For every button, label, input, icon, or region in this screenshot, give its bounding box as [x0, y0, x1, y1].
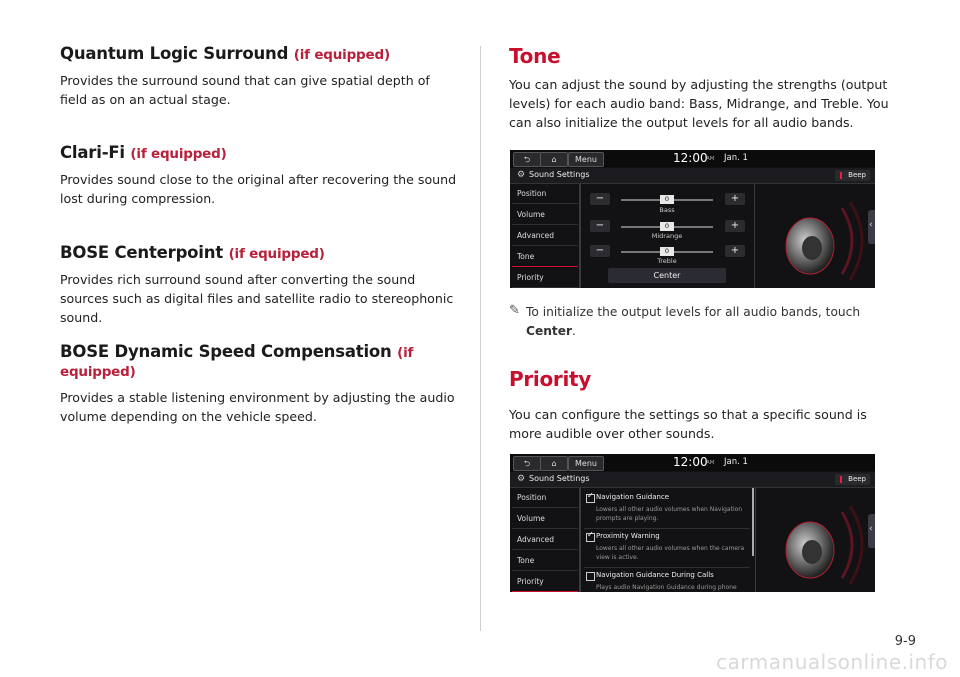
- gear-icon: ⚙: [517, 474, 526, 484]
- bass-value: 0: [660, 195, 674, 204]
- sidebar-item-volume[interactable]: Volume: [512, 509, 578, 529]
- note-text: To initialize the output levels for all audio bands, touch Center.: [526, 305, 861, 338]
- section-bose-centerpoint: [60, 243, 460, 327]
- watermark: carmanualsonline.info: [716, 650, 948, 674]
- back-icon: ⮌: [523, 459, 531, 468]
- priority-item-desc: Lowers all other audio volumes when Navigation prompts are playing.: [596, 506, 743, 522]
- bass-plus-button[interactable]: +: [725, 193, 745, 205]
- midrange-label: Midrange: [651, 232, 683, 240]
- back-button[interactable]: [513, 456, 541, 471]
- priority-item-title: Proximity Warning: [596, 532, 660, 540]
- section-title: BOSE Dynamic Speed Compensation (if equipped): [60, 342, 414, 380]
- treble-plus-button[interactable]: +: [725, 245, 745, 257]
- ampm: AM: [706, 460, 715, 466]
- section-body: Provides sound close to the original after recovering the sound lost during compression.: [60, 172, 457, 206]
- screen-title: Sound Settings: [529, 170, 590, 179]
- proximity-warning-checkbox[interactable]: [586, 533, 595, 542]
- navigation-guidance-checkbox[interactable]: [586, 494, 595, 503]
- sidebar-item-priority[interactable]: Priority: [512, 268, 578, 288]
- settings-sidebar: [510, 488, 580, 592]
- section-quantum-logic: [60, 44, 460, 109]
- bass-minus-button[interactable]: −: [590, 193, 610, 205]
- home-button[interactable]: [540, 456, 568, 471]
- priority-item-title: Navigation Guidance During Calls: [596, 571, 714, 579]
- treble-value: 0: [660, 247, 674, 256]
- midrange-minus-button[interactable]: −: [590, 220, 610, 232]
- date: Jan. 1: [724, 457, 748, 467]
- title-bar: [510, 472, 875, 488]
- date: Jan. 1: [724, 153, 748, 163]
- settings-sidebar: [510, 184, 580, 288]
- tone-heading: Tone: [509, 44, 561, 68]
- screen-title: Sound Settings: [529, 474, 590, 483]
- sidebar-item-position[interactable]: Position: [512, 184, 578, 204]
- center-button[interactable]: Center: [608, 268, 726, 283]
- section-bose-dsc: [60, 342, 460, 426]
- priority-item-desc: Plays audio Navigation Guidance during phone: [596, 584, 737, 591]
- status-bar: [510, 150, 875, 167]
- sidebar-item-volume[interactable]: Volume: [512, 205, 578, 225]
- sidebar-item-advanced[interactable]: Advanced: [512, 530, 578, 550]
- speaker-icon: [780, 200, 870, 282]
- midrange-value: 0: [660, 222, 674, 231]
- item-separator: [584, 567, 750, 568]
- sidebar-divider: [579, 488, 581, 592]
- nav-guidance-calls-checkbox[interactable]: [586, 572, 595, 581]
- sidebar-divider: [579, 184, 581, 288]
- section-title: Quantum Logic Surround (if equipped): [60, 44, 390, 63]
- sidebar-item-advanced[interactable]: Advanced: [512, 226, 578, 246]
- home-button[interactable]: [540, 152, 568, 167]
- panel-handle[interactable]: [868, 210, 875, 244]
- section-body: Provides the surround sound that can give spatial depth of field as on an actual stage.: [60, 73, 430, 107]
- sidebar-item-position[interactable]: Position: [512, 488, 578, 508]
- section-clari-fi: [60, 143, 460, 208]
- sidebar-item-tone[interactable]: Tone: [512, 247, 578, 267]
- status-bar: [510, 454, 875, 471]
- treble-minus-button[interactable]: −: [590, 245, 610, 257]
- home-icon: ⌂: [551, 155, 557, 164]
- panel-divider: [754, 184, 755, 288]
- back-button[interactable]: [513, 152, 541, 167]
- clock: 12:00: [673, 455, 708, 469]
- home-icon: ⌂: [551, 459, 557, 468]
- column-divider: [480, 46, 481, 631]
- section-title: Clari-Fi (if equipped): [60, 143, 227, 162]
- priority-body: You can configure the settings so that a specific sound is more audible over other sounds.: [509, 407, 867, 441]
- menu-button[interactable]: Menu: [568, 152, 604, 167]
- speaker-icon: [780, 504, 870, 586]
- panel-handle[interactable]: [868, 514, 875, 548]
- priority-heading: Priority: [509, 367, 592, 391]
- gear-icon: ⚙: [517, 170, 526, 180]
- midrange-plus-button[interactable]: +: [725, 220, 745, 232]
- ampm: AM: [706, 156, 715, 162]
- bass-label: Bass: [659, 206, 675, 214]
- treble-label: Treble: [657, 257, 677, 265]
- scrollbar[interactable]: [752, 488, 754, 556]
- sidebar-item-priority[interactable]: Priority: [512, 572, 578, 592]
- tone-body: You can adjust the sound by adjusting the strengths (output levels) for each audio band: Bass, Midrange, and Treble. You can also initialize the output levels for all audio bands.: [509, 77, 889, 130]
- priority-item-title: Navigation Guidance: [596, 493, 670, 501]
- clock: 12:00: [673, 151, 708, 165]
- section-title: BOSE Centerpoint (if equipped): [60, 243, 325, 262]
- page-number: 9-9: [894, 634, 916, 649]
- title-bar: [510, 168, 875, 184]
- item-separator: [584, 528, 750, 529]
- tone-screen: [510, 150, 875, 288]
- panel-divider: [755, 488, 756, 592]
- tone-note: [509, 303, 894, 341]
- sidebar-item-tone[interactable]: Tone: [512, 551, 578, 571]
- priority-item-desc: Lowers all other audio volumes when the camera view is active.: [596, 545, 745, 561]
- section-body: Provides a stable listening environment by adjusting the audio volume depending on the vehicle speed.: [60, 390, 455, 424]
- back-icon: ⮌: [523, 155, 531, 164]
- beep-button[interactable]: Beep: [835, 170, 870, 181]
- pencil-note-icon: ✎: [509, 303, 520, 318]
- priority-screen: [510, 454, 875, 592]
- menu-button[interactable]: Menu: [568, 456, 604, 471]
- beep-button[interactable]: Beep: [835, 474, 870, 485]
- section-body: Provides rich surround sound after converting the sound sources such as digital files and satellite radio to stereophonic sound.: [60, 272, 454, 325]
